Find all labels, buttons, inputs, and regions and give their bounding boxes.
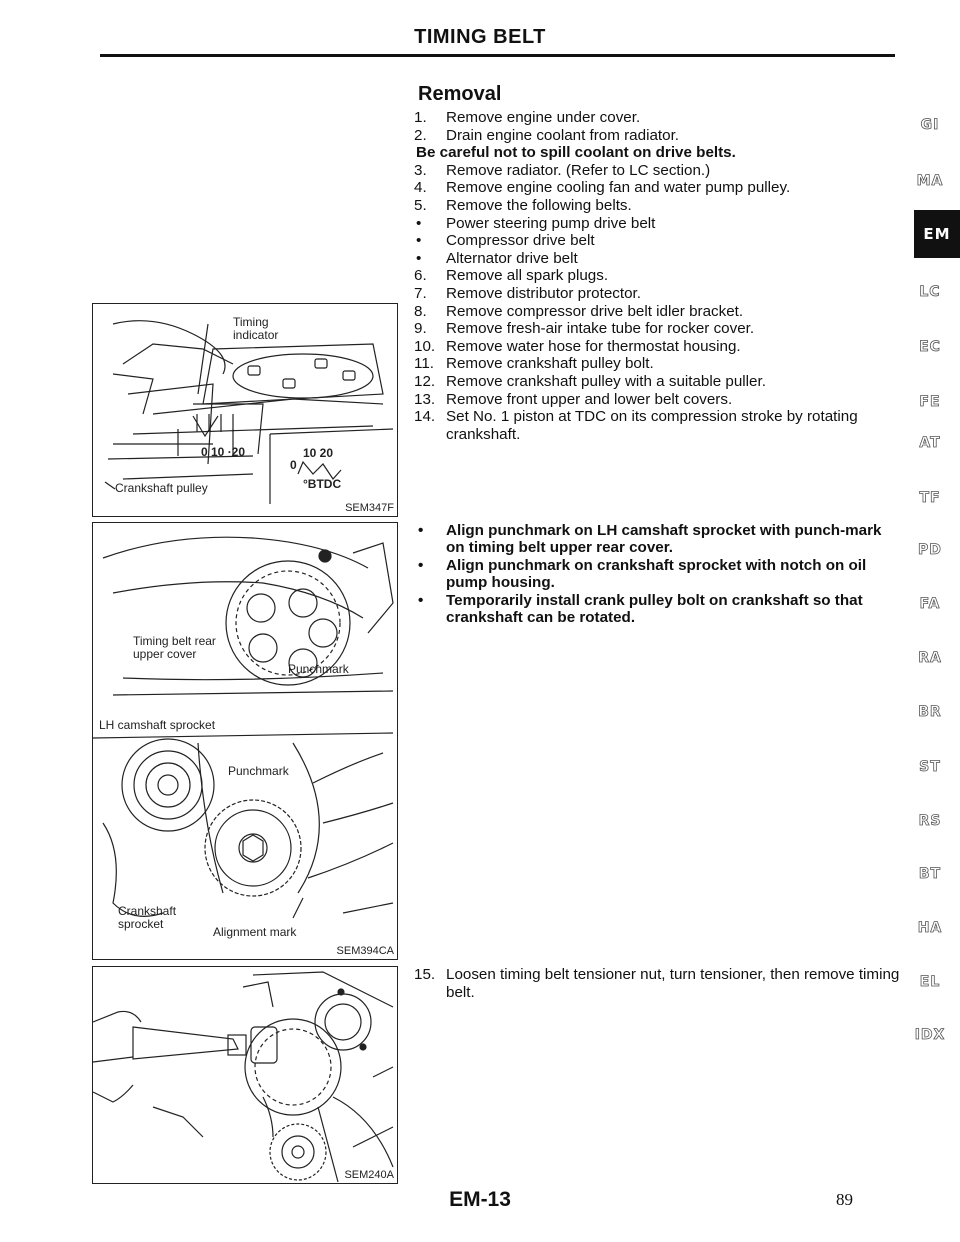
step-row	[414, 338, 904, 356]
tab-lc[interactable]: LC	[919, 284, 941, 300]
timing-belt-cover-label: Timing belt rear upper cover	[133, 634, 216, 661]
note-text: Temporarily install crank pulley bolt on crankshaft so that crankshaft can be rotated.	[446, 591, 863, 627]
step-number: 3.	[414, 161, 427, 179]
step-text: Remove crankshaft pulley with a suitable puller.	[446, 372, 766, 390]
note-item	[414, 557, 904, 592]
step-text: Remove water hose for thermostat housing.	[446, 337, 741, 355]
tab-ra[interactable]: RA	[918, 650, 942, 666]
step-row	[414, 197, 904, 215]
section-tabs	[900, 0, 960, 1242]
bullet: •	[416, 232, 422, 250]
step-number: 7.	[414, 284, 427, 302]
caution-text: Be careful not to spill coolant on drive belts.	[416, 144, 736, 162]
step-number: 4.	[414, 179, 427, 197]
step-row	[414, 267, 904, 285]
tab-tf[interactable]: TF	[919, 490, 941, 506]
step-text: Loosen timing belt tensioner nut, turn tensioner, then remove timing belt.	[446, 966, 900, 1001]
tensioner-removal-illustration	[93, 967, 398, 1184]
removal-steps	[414, 109, 904, 443]
step-text: Remove distributor protector.	[446, 284, 641, 302]
step-number: 12.	[414, 372, 436, 390]
step-row	[414, 408, 904, 443]
step-row	[414, 179, 904, 197]
page-title: TIMING BELT	[414, 26, 546, 48]
step-text: Set No. 1 piston at TDC on its compression stroke by rotating crankshaft.	[446, 408, 858, 443]
tab-ma[interactable]: MA	[916, 173, 944, 189]
tab-st[interactable]: ST	[919, 759, 941, 775]
step-text: Drain engine coolant from radiator.	[446, 126, 680, 144]
title-rule	[100, 54, 895, 57]
step-number: 5.	[414, 196, 427, 214]
scale-left-label: 0 10 ·20	[201, 445, 246, 459]
btdc-label: °BTDC	[303, 477, 342, 491]
bullet: •	[418, 556, 424, 574]
bullet-row	[414, 232, 904, 250]
step-text: Remove engine cooling fan and water pump pulley.	[446, 179, 791, 197]
tab-fe[interactable]: FE	[919, 394, 941, 410]
tab-rs[interactable]: RS	[918, 813, 942, 829]
bullet-text: Power steering pump drive belt	[446, 214, 656, 232]
punchmark-upper-label: Punchmark	[288, 662, 349, 676]
bullet: •	[416, 214, 422, 232]
step-row	[414, 320, 904, 338]
step-text: Remove the following belts.	[446, 196, 632, 214]
scale-zero-label: 0	[290, 458, 297, 472]
alignment-notes	[414, 522, 904, 626]
timing-indicator-label: Timing indicator	[233, 315, 279, 342]
note-text: Align punchmark on LH camshaft sprocket with punch-mark on timing belt upper rear cover.	[446, 522, 882, 557]
tab-pd[interactable]: PD	[918, 542, 942, 558]
step-text: Remove all spark plugs.	[446, 267, 609, 285]
step-number: 14.	[414, 408, 436, 426]
crankshaft-pulley-label: Crankshaft pulley	[115, 481, 208, 495]
step-number: 6.	[414, 267, 427, 285]
punchmark-lower-label: Punchmark	[228, 764, 289, 778]
tab-idx[interactable]: IDX	[914, 1027, 946, 1043]
bullet: •	[418, 522, 424, 539]
step-15	[414, 966, 906, 1001]
tab-at[interactable]: AT	[919, 435, 941, 451]
step-number: 8.	[414, 302, 427, 320]
step-number: 11.	[414, 355, 434, 373]
step-number: 9.	[414, 320, 427, 338]
step-number: 13.	[414, 390, 436, 408]
step-number: 2.	[414, 126, 427, 144]
note-text: Align punchmark on crankshaft sprocket with notch on oil pump housing.	[446, 556, 867, 592]
figure-timing-indicator	[92, 303, 398, 517]
bullet-text: Alternator drive belt	[446, 249, 578, 267]
tab-ha[interactable]: HA	[917, 920, 943, 936]
step-number: 15.	[414, 966, 436, 983]
step-row	[414, 373, 904, 391]
alignment-mark-label: Alignment mark	[213, 925, 297, 939]
tab-br[interactable]: BR	[918, 704, 942, 720]
step-row	[414, 303, 904, 321]
tab-gi[interactable]: GI	[920, 117, 940, 133]
figure-code: SEM394CA	[336, 945, 394, 957]
step-row	[414, 285, 904, 303]
section-heading: Removal	[418, 83, 502, 105]
crankshaft-sprocket-label: Crankshaft sprocket	[118, 904, 177, 931]
note-item	[414, 592, 904, 627]
camshaft-alignment-illustration	[93, 523, 398, 960]
bullet-row	[414, 215, 904, 233]
step-number: 1.	[414, 109, 427, 126]
step-row	[414, 109, 904, 127]
figure-code: SEM240A	[344, 1169, 394, 1181]
step-row	[414, 127, 904, 145]
bullet-row	[414, 250, 904, 268]
step-text: Remove compressor drive belt idler bracket.	[446, 302, 744, 320]
bullet: •	[416, 249, 422, 267]
step-text: Remove radiator. (Refer to LC section.)	[446, 161, 711, 179]
tab-el[interactable]: EL	[919, 974, 941, 990]
tab-bt[interactable]: BT	[918, 866, 942, 882]
section-page-code: EM-13	[449, 1188, 511, 1211]
step-text: Remove crankshaft pulley bolt.	[446, 355, 654, 373]
bullet: •	[418, 591, 424, 609]
tab-ec[interactable]: EC	[919, 339, 941, 355]
step-row	[414, 391, 904, 409]
step-row	[414, 355, 904, 373]
note-item	[414, 522, 904, 557]
tab-em[interactable]: EM	[914, 210, 960, 258]
step-text: Remove front upper and lower belt covers.	[446, 390, 733, 408]
lh-camshaft-sprocket-label: LH camshaft sprocket	[99, 718, 216, 732]
page-number: 89	[836, 1190, 853, 1209]
bullet-text: Compressor drive belt	[446, 232, 595, 250]
scale-right-label: 10 20	[303, 446, 334, 460]
figure-tensioner-removal	[92, 966, 398, 1184]
step-row	[414, 162, 904, 180]
tab-fa[interactable]: FA	[919, 596, 941, 612]
caution-row	[414, 144, 904, 162]
step-text: Remove fresh-air intake tube for rocker cover.	[446, 320, 755, 338]
figure-camshaft-alignment	[92, 522, 398, 960]
step-number: 10.	[414, 337, 436, 355]
figure-code: SEM347F	[345, 502, 394, 514]
step-text: Remove engine under cover.	[446, 109, 641, 126]
